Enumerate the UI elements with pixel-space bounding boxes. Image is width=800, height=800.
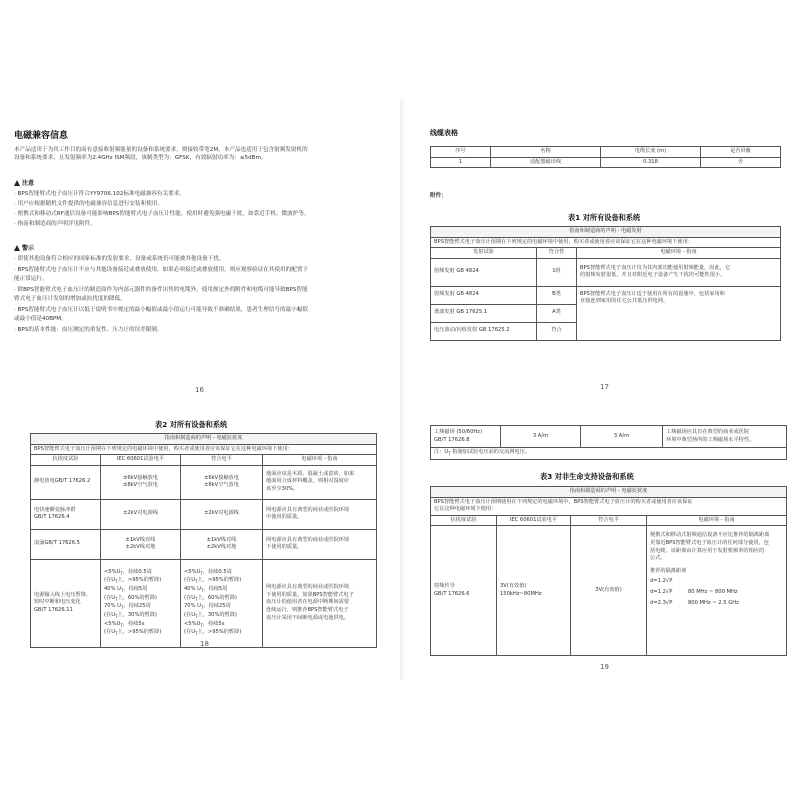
immunity-iec-cell: 3 A/m	[501, 426, 581, 448]
guide-line: 直接连到家用的住宅公共低压供电网。	[580, 298, 669, 305]
immunity-test-cell	[431, 426, 501, 448]
cell-line: 70% $U_T$，持续25周	[104, 603, 151, 611]
cell-line: 更靠近BPS智能臂式电子血压计的任何部分使用，包	[650, 539, 769, 546]
table-row	[431, 426, 787, 448]
immunity-table-desc: BPS智能臂式电子血压计预期在下列规定的电磁环境中使用，购买者或使用者应该保证它在这种电磁环境下使用：	[31, 444, 377, 455]
cell-line: (在$U_T$上，>95%的暂降)	[184, 629, 242, 637]
rf-table-desc	[431, 497, 787, 515]
warning-item: · BPS智能臂式电子血压计以低于说明书中规定的最小幅值或最小值运行可能导致不准确结果，患者生理信号的最小幅值	[14, 307, 309, 313]
cable-header-shielded: 是否屏蔽	[701, 147, 781, 158]
table-row	[31, 444, 377, 455]
cell-line: 下使用的质量。如果BPS智能臂式电子	[266, 591, 354, 598]
cell-line: 网电源应具有典型的商业或医院环境	[266, 536, 350, 543]
formula-line	[650, 600, 783, 608]
notice-item: · 便携式和移动式RF通信设备可能影响BPS智能臂式电子血压计性能，使用时避免强电磁干扰，如靠近手机、微波炉等。	[14, 211, 310, 217]
cell-line: $<5\%U_T$，持续5s	[184, 620, 225, 628]
table-row	[431, 515, 787, 526]
cell-line: $<5\%U_T$，持续0.5周	[104, 568, 152, 576]
cable-table	[430, 146, 781, 168]
warning-item: 能正常运行。	[14, 276, 48, 282]
formula-line	[650, 589, 783, 597]
rf-col-test: 抗扰度试验	[431, 515, 497, 526]
immunity-table	[30, 433, 377, 648]
cell-line: ±2kV线对地	[125, 544, 156, 551]
table-row	[431, 497, 787, 515]
immunity-iec-cell: ±2kV对电源线	[101, 499, 181, 529]
cell-line: ±1kV线对线	[206, 536, 237, 543]
page-number-19: 19	[600, 663, 609, 671]
cell-line: GB/T 17626.4	[34, 514, 70, 521]
table-row	[431, 526, 787, 656]
warning-item: 臂式电子血压计发射的增加或抗扰度的降低。	[14, 296, 126, 302]
cell-line: (在$U_T$上，>95%的暂降)	[104, 629, 162, 637]
table-row	[431, 157, 781, 168]
immunity-compliance-cell	[181, 465, 263, 499]
cell-line: (在$U_T$上，>95%的暂降)	[104, 577, 162, 585]
emission-compliance-cell: B类	[537, 286, 577, 304]
cell-line: $<5\%U_T$，持续5s	[104, 620, 145, 628]
cable-cell: 适配器输出线	[491, 157, 601, 168]
cell-line: ±1kV线对线	[125, 536, 156, 543]
cable-cell: 1	[431, 157, 491, 168]
cell-line: (在$U_T$上，60%的暂降)	[184, 594, 237, 602]
immunity-compliance-cell	[181, 529, 263, 559]
cell-line: 网电源应具有典型的商业或医院环境	[266, 506, 350, 513]
immunity-table-header: 指南和制造商的声明 - 电磁抗扰度	[31, 434, 377, 445]
immunity-col-guide: 电磁环境 - 指南	[263, 455, 377, 466]
emission-col-test: 发射试验	[431, 248, 537, 259]
immunity-iec-cell	[101, 465, 181, 499]
cable-table-title: 线缆表格	[430, 129, 458, 137]
cell-line: 射频传导	[434, 583, 455, 590]
immunity-iec-cell	[101, 529, 181, 559]
rf-guide-cell	[647, 526, 787, 656]
cell-line: 该至少30%。	[266, 486, 299, 493]
cell-line: $<5\%U_T$，持续0.5周	[184, 568, 232, 576]
cell-line: 环境中典型场所的工频磁场水平特性。	[666, 436, 755, 443]
formula-range: 800 MHz ~ 2.5 GHz	[688, 599, 739, 606]
emission-compliance-cell: 符合	[537, 322, 577, 340]
table-row	[31, 465, 377, 499]
cell-line: 电快速瞬变脉冲群	[34, 506, 76, 513]
immunity-guide-cell	[263, 559, 377, 647]
immunity-iec-cell	[101, 559, 181, 647]
page-17	[408, 0, 800, 400]
cell-line: 3V(有效值)	[500, 583, 527, 590]
notice-label: 注意	[22, 180, 35, 187]
formula: d=2.3√P	[650, 599, 673, 606]
emission-guide-cell	[577, 286, 781, 340]
rf-col-iec: IEC 60601试验电平	[497, 515, 571, 526]
table-row	[431, 487, 787, 498]
cell-line: (在$U_T$上，60%的暂降)	[104, 594, 157, 602]
page-number-16: 16	[195, 386, 204, 394]
immunity-guide-cell	[663, 426, 787, 448]
cell-line: BPS智能臂式电子血压计预期使用在下列规定的电磁环境中，BPS智能臂式电子血压计的购买者或使用者应该保证	[434, 498, 693, 505]
notice-item: · BPS智能臂式电子血压计符合YY9706.102标准电磁兼容有关要求。	[14, 191, 185, 197]
guide-line: BPS智能臂式电子血压计仅为其内部功能使用射频能量，因此，它	[580, 264, 731, 271]
table-row	[431, 237, 781, 248]
emission-test-cell: 射频发射 GB 4824	[431, 286, 537, 304]
warning-item: · BPS智能臂式电子血压计不应与其他设备接近或叠放使用，如果必须接近或叠放使用，则应观察验证在其使用的配置下	[14, 267, 309, 273]
table2-title: 表2 对所有设备和系统	[155, 420, 228, 429]
table-row	[431, 227, 781, 238]
cable-cell: 否	[701, 157, 781, 168]
table-row	[431, 258, 781, 286]
formula: d=1.2√P	[650, 578, 673, 585]
caution-triangle-icon	[14, 180, 20, 186]
rf-test-cell	[431, 526, 497, 656]
cable-header-length: 电缆长度 (m)	[601, 147, 701, 158]
immunity-compliance-cell: 3 A/m	[581, 426, 663, 448]
immunity-col-test: 抗扰度试验	[31, 455, 101, 466]
cell-line: 便携式和移动式射频通信设备不应比推荐的隔离距离	[650, 532, 770, 539]
cell-line: 公式。	[650, 555, 666, 562]
emission-test-cell: 谐波发射 GB 17625.1	[431, 304, 537, 322]
immunity-col-compliance: 符合电平	[181, 455, 263, 466]
cell-line: (在$U_T$上，>95%的暂降)	[184, 577, 242, 585]
table-row	[431, 448, 787, 460]
immunity-test-cell	[31, 559, 101, 647]
emission-test-cell: 射频发射 GB 4824	[431, 258, 537, 286]
ut-note: 注：$U_T$ 指施加试验电压前的交流网电压。	[431, 448, 787, 460]
cell-line: ±2kV线对地	[206, 544, 237, 551]
cell-line: 40% $U_T$，持续5周	[104, 586, 148, 594]
emc-title: 电磁兼容信息	[14, 131, 69, 141]
warning-triangle-icon	[14, 245, 20, 251]
immunity-compliance-cell: ±2kV对电源线	[181, 499, 263, 529]
warning-item: 或最小值是40BPM。	[14, 316, 67, 322]
distance-label: 推荐的隔离距离	[650, 567, 687, 574]
page-18	[0, 400, 400, 800]
cell-line: (在$U_T$上，30%的暂降)	[184, 611, 237, 619]
cell-line: 工频磁场应具有在典型的商业或医院	[666, 428, 750, 435]
cell-line: 连续运行，则推荐BPS智能臂式电子	[266, 607, 349, 614]
cell-line: (在$U_T$上，30%的暂降)	[104, 611, 157, 619]
notice-item: · 用户应根据随机文件提供的电磁兼容信息进行安装和使用。	[14, 201, 163, 207]
warning-item: · BPS的基本性能：血压测定的重复性、压力计的误差限制。	[14, 327, 163, 333]
immunity-test-cell	[31, 499, 101, 529]
formula-line	[650, 578, 783, 586]
formula: d=1.2√P	[650, 588, 673, 595]
cell-line: GB/T 17626.11	[34, 607, 73, 614]
cell-line: 下使用的质量。	[266, 544, 303, 551]
table3-title: 表3 对非生命支持设备和系统	[540, 472, 634, 481]
table-row	[31, 529, 377, 559]
cell-line: 150kHz~80MHz	[500, 590, 542, 597]
table-row	[431, 147, 781, 158]
immunity-guide-cell	[263, 465, 377, 499]
cell-line: GB/T 17626.8	[434, 436, 470, 443]
cell-line: GB/T 17626.6	[434, 590, 470, 597]
cell-line: 40% $U_T$，持续5周	[184, 586, 228, 594]
cell-line: 中使用的质量。	[266, 514, 303, 521]
cell-line: ±8kV空气放电	[204, 482, 239, 489]
table1-title: 表1 对所有设备和系统	[568, 213, 641, 222]
emc-intro-line-2: 设备和系统要求，且发射频率为2.4GHz ISM频段，该制类型为：GFSK，有效辐射功率为：≤5dBm。	[14, 155, 267, 161]
rf-col-compliance: 符合电平	[571, 515, 647, 526]
cell-line: 括电缆。该距离由计算应用于发射机频率的相应的	[650, 547, 765, 554]
rf-compliance-cell: 3V(有效值)	[571, 526, 647, 656]
immunity-guide-cell	[263, 529, 377, 559]
cable-header-name: 名称	[491, 147, 601, 158]
rf-table-header: 指南和制造商的声明 - 电磁抗扰度	[431, 487, 787, 498]
emission-col-compliance: 符合性	[537, 248, 577, 259]
cell-line: 血压计采用不间断电源或电池供电。	[266, 614, 350, 621]
emission-test-cell: 电压波动/闪烁发射 GB 17625.2	[431, 322, 537, 340]
rf-iec-cell	[497, 526, 571, 656]
cable-header-index: 序号	[431, 147, 491, 158]
emission-col-guide: 电磁环境 - 指南	[577, 248, 781, 259]
notice-item: · 指南和制造商的声明详见附件。	[14, 221, 96, 227]
warning-label: 警示	[22, 245, 35, 252]
cell-line: 短时中断和电压变化	[34, 599, 81, 606]
emission-guide-cell	[577, 258, 781, 286]
immunity-guide-cell	[263, 499, 377, 529]
emission-table-desc: BPS智能臂式电子血压计预期在下列规定的电磁环境中使用，购买者或使用者应该保证它在这种电磁环境下使用：	[431, 237, 781, 248]
guide-line: BPS智能臂式电子血压计适于使用在所有的设施中，包括家用和	[580, 290, 725, 297]
formula-range: 80 MHz ~ 800 MHz	[688, 588, 738, 595]
cell-line: 电源输入线上电压暂降、	[34, 591, 92, 598]
emc-intro-line-1: 本产品适用于为其工作目的而有意接收射频能量的设备和系统要求，则接收带宽2M，本产品也适用于包含射频发射机的	[14, 147, 308, 153]
attachment-label: 附件：	[430, 193, 447, 199]
cell-line: ±6kV接触放电	[204, 474, 239, 481]
emission-table-header: 指南和制造商的声明 - 电磁发射	[431, 227, 781, 238]
warning-heading	[14, 243, 34, 252]
immunity-test-cell: 静电放电GB/T 17626.2	[31, 465, 101, 499]
emission-compliance-cell: 1组	[537, 258, 577, 286]
page-number-18: 18	[200, 640, 209, 648]
table-row	[31, 455, 377, 466]
page-number-17: 17	[600, 383, 609, 391]
cell-line: 它在这种电磁环境下使用：	[434, 506, 497, 513]
cell-line: 地面用合成材料覆盖，则相对湿度应	[266, 478, 350, 485]
table-row	[31, 559, 377, 647]
emission-compliance-cell: A类	[537, 304, 577, 322]
page-16	[0, 0, 400, 400]
cell-line: 地面应该是木质、混凝土或瓷砖，如果	[266, 470, 355, 477]
cell-line: 70% $U_T$，持续25周	[184, 603, 231, 611]
table-row	[31, 499, 377, 529]
power-freq-table	[430, 425, 787, 460]
emission-table	[430, 226, 781, 341]
cell-line: ±8kV空气放电	[123, 482, 158, 489]
guide-line: 的射频发射很低，并且对附近电子设备产生干扰的可能性很小。	[580, 272, 726, 279]
cell-line: 网电源应具有典型的商业或医院环境	[266, 584, 350, 591]
rf-col-guide: 电磁环境 - 指南	[647, 515, 787, 526]
immunity-compliance-cell	[181, 559, 263, 647]
immunity-test-cell: 浪涌GB/T 17626.5	[31, 529, 101, 559]
cell-line: 工频磁场 (50/60Hz)	[434, 428, 483, 435]
page-19	[408, 400, 800, 800]
warning-item: · 即使其他设备符合相应的国家标准的发射要求，设备或系统仍可能被其他设备干扰。	[14, 256, 225, 262]
cable-cell: 0.318	[601, 157, 701, 168]
notice-heading	[14, 178, 34, 187]
cell-line: 血压计的使用者在电源中断期间需要	[266, 599, 350, 606]
table-row	[431, 286, 781, 304]
immunity-col-iec: IEC 60601试验电平	[101, 455, 181, 466]
cell-line: ±6kV接触放电	[123, 474, 158, 481]
table-row	[31, 434, 377, 445]
table-row	[431, 248, 781, 259]
rf-immunity-table	[430, 486, 787, 656]
warning-item: · 除BPS智能臂式电子血压计的制造商作为内部元器件的备件出售的电缆外，使用规定外的附件和电缆可能导致BPS智能	[14, 287, 308, 293]
